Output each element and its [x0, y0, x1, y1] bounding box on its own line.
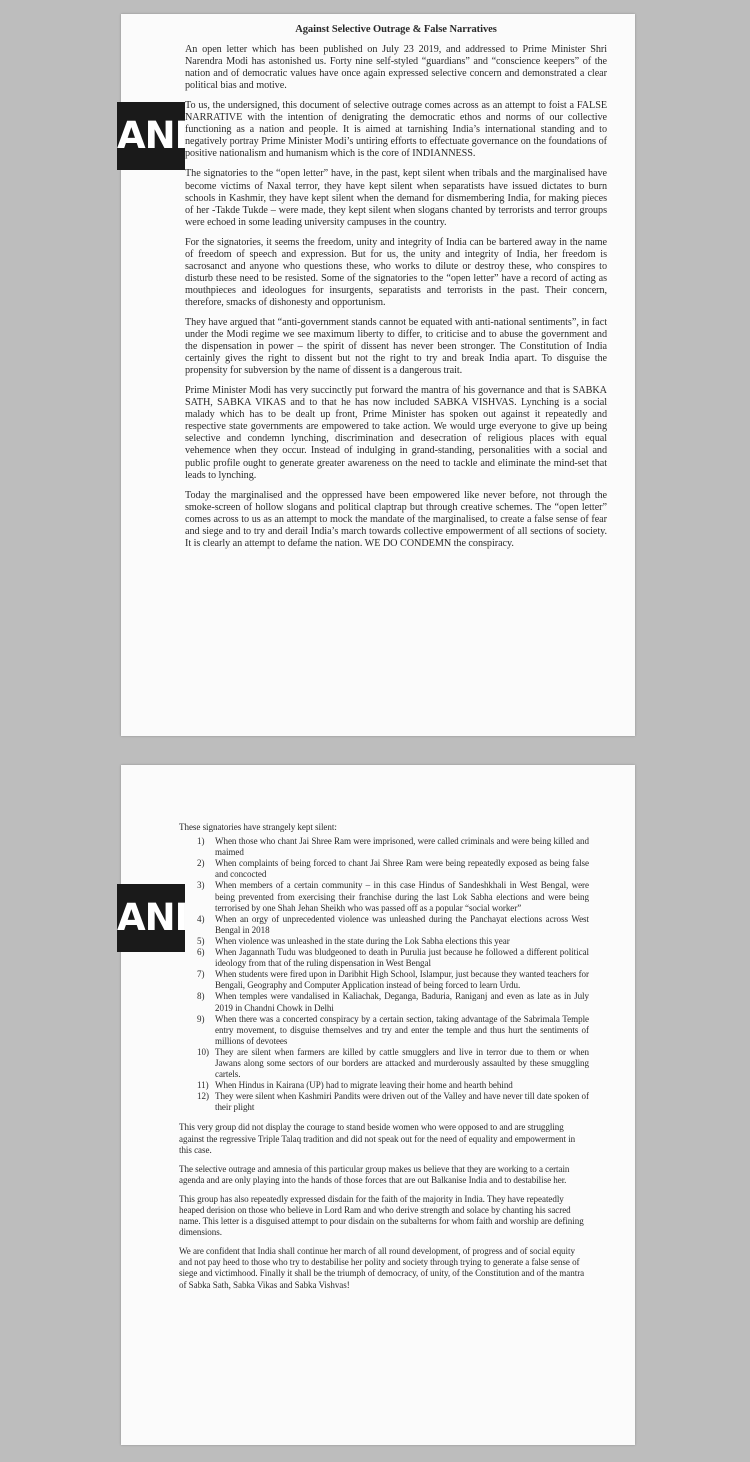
paragraph: They have argued that “anti-government stands cannot be equated with anti-national sentiments”, in fact under the Modi regime we see maximum liberty to differ, to criticise and to abuse the government and the dispensation in power – the spirit of dissent has never been stronger. The Constitution of India certainly gives the right to dissent but not the right to try and break India apart. To disguise the propensity for subversion by the name of dissent is a dangerous trait.: [185, 316, 607, 377]
list-number: 8): [197, 991, 205, 1002]
list-text: When those who chant Jai Shree Ram were imprisoned, were called criminals and were being killed and maimed: [215, 836, 589, 858]
ani-logo-watermark: ANI: [117, 102, 185, 170]
list-item: [197, 914, 589, 936]
list-item: [197, 880, 589, 913]
paragraph: We are confident that India shall continue her march of all round development, of progress and of social equity and not pay heed to those who try to destabilise her polity and society through trying to generate a false sense of siege and victimhood. Finally it shall be the triumph of democracy, of unity, of the Constitution and of the mantra of Sabka Sath, Sabka Vikas and Sabka Vishvas!: [179, 1246, 585, 1290]
list-text: When Jagannath Tudu was bludgeoned to death in Purulia just because he followed a different political ideology from that of the ruling dispensation in West Bengal: [215, 947, 589, 969]
list-text: When students were fired upon in Daribhit High School, Islampur, just because they wanted teachers for Bengali, Geography and Computer Application instead of being forced to learn Urdu.: [215, 969, 589, 991]
paragraph: For the signatories, it seems the freedom, unity and integrity of India can be bartered away in the name of freedom of speech and expression. But for us, the unity and integrity of India, her freedom is sacrosanct and anyone who questions these, who works to dilute or destroy these, who conspires to disturb these need to be resisted. Some of the signatories to the “open letter” have a record of acting as mouthpieces and ideologues for insurgents, separatists and terrorists in the past. Their concern, therefore, smacks of dishonesty and opportunism.: [185, 236, 607, 308]
list-number: 11): [197, 1080, 209, 1091]
list-text: They are silent when farmers are killed by cattle smugglers and live in terror due to them or when Jawans along some sectors of our borders are attacked and murderously assaulted by these smuggling cartels.: [215, 1046, 589, 1080]
document-title: Against Selective Outrage & False Narratives: [295, 24, 497, 35]
paragraph: Prime Minister Modi has very succinctly put forward the mantra of his governance and that is SABKA SATH, SABKA VIKAS and to that he has now included SABKA VISHVAS. Lynching is a social malady which has to be dealt up front, Prime Minister has spoken out against it repeatedly and respective state governments are empowered to take action. We would urge everyone to give up being selective and condemn lynching, discrimination and desecration of religious places with equal vehemence when they occur. Instead of indulging in grand-standing, personalities with a social and public profile ought to generate greater awareness on the need to tackle and eliminate the mind-set that leads to lynching.: [185, 385, 607, 481]
list-text: When violence was unleashed in the state during the Lok Sabha elections this year: [215, 935, 510, 946]
list-item: [197, 858, 589, 880]
list-item: [197, 836, 589, 858]
list-item: [197, 1091, 589, 1113]
list-number: 7): [197, 969, 205, 980]
list-text: When complaints of being forced to chant Jai Shree Ram were being repeatedly exposed as being false and concocted: [215, 858, 589, 880]
list-number: 10): [197, 1046, 209, 1057]
list-item: [197, 1080, 589, 1091]
list-number: 1): [197, 836, 205, 847]
list-intro: These signatories have strangely kept silent:: [179, 822, 337, 832]
paragraph: The signatories to the “open letter” have, in the past, kept silent when tribals and the marginalised have become victims of Naxal terror, they have kept silent when separatists have issued dictates to burn schools in Kashmir, they have kept silent when the demand for dismembering India, for making pieces of her -Takde Tukde – were made, they kept silent when slogans chanted by terrorists and terror groups were echoed in some leading university campuses in the country.: [185, 168, 607, 228]
list-text: When members of a certain community – in this case Hindus of Sandeshkhali in West Bengal, were being prevented from exercising their franchise during the last Lok Sabha elections and were being terrorised by one Shah Jehan Sheikh who was passed off as a popular “social worker”: [215, 880, 589, 913]
list-number: 5): [197, 935, 205, 946]
list-item: [197, 991, 589, 1013]
list-item: [197, 936, 589, 947]
list-number: 4): [197, 913, 205, 924]
paragraph: Today the marginalised and the oppressed have been empowered like never before, not through the smoke-screen of hollow slogans and political claptrap but through creative schemes. The “open letter” comes across to us as an attempt to mock the mandate of the marginalised, to create a false sense of fear and siege and to try and derail India’s march towards collective empowerment of all sections of society. It is clearly an attempt to defame the nation. WE DO CONDEMN the conspiracy.: [185, 489, 607, 549]
paragraph: This very group did not display the courage to stand beside women who were opposed to and are struggling against the regressive Triple Talaq tradition and did not speak out for the need of equality and empowerment in this case.: [179, 1122, 576, 1155]
list-number: 2): [197, 858, 205, 869]
paragraph: To us, the undersigned, this document of selective outrage comes across as an attempt to foist a FALSE NARRATIVE with the intention of denigrating the democratic ethos and norms of our collective functioning as a nation and people. It is aimed at tarnishing India’s international standing and to negatively portray Prime Minister Modi’s untiring efforts to effectuate governance on the foundations of positive nationalism and humanism which is the core of INDIANNESS.: [185, 100, 607, 160]
silence-list: [179, 836, 589, 1113]
list-number: 6): [197, 947, 205, 958]
document-page-2: [121, 765, 635, 1445]
list-text: When Hindus in Kairana (UP) had to migrate leaving their home and hearth behind: [215, 1080, 513, 1091]
list-item: [197, 1047, 589, 1080]
list-item: [197, 947, 589, 969]
list-item: [197, 969, 589, 991]
list-text: They were silent when Kashmiri Pandits were driven out of the Valley and have never till date spoken of their plight: [215, 1091, 589, 1113]
list-number: 12): [197, 1091, 209, 1102]
list-text: When temples were vandalised in Kaliachak, Deganga, Baduria, Raniganj and even as late as in July 2019 in Chandni Chowk in Delhi: [215, 991, 589, 1013]
paragraph: An open letter which has been published on July 23 2019, and addressed to Prime Minister Shri Narendra Modi has astonished us. Forty nine self-styled “guardians” and “conscience keepers” of the nation and of democratic values have once again expressed selective concern and demonstrated a clear political bias and motive.: [185, 44, 607, 92]
page-1-text: [185, 24, 607, 558]
list-item: [197, 1014, 589, 1047]
list-text: When there was a concerted conspiracy by a certain section, taking advantage of the Sabrimala Temple entry movement, to disguise themselves and try and enter the temple and thus hurt the sentiments of millions of devotees: [215, 1013, 589, 1046]
list-number: 3): [197, 880, 205, 891]
ani-logo-watermark: ANI: [117, 884, 185, 952]
page-2-text: [179, 822, 589, 1299]
document-page-1: [121, 14, 635, 736]
list-number: 9): [197, 1013, 205, 1024]
list-text: When an orgy of unprecedented violence was unleashed during the Panchayat elections across West Bengal in 2018: [215, 913, 589, 935]
paragraph: The selective outrage and amnesia of this particular group makes us believe that they are working to a certain agenda and are only playing into the hands of those forces that are out Balkanise India and to destabilise her.: [179, 1163, 570, 1185]
paragraph: This group has also repeatedly expressed disdain for the faith of the majority in India. They have repeatedly heaped derision on those who believe in Lord Ram and who derive strength and solace by chanting his sacred name. This letter is a disguised attempt to pour disdain on the subalterns for whom faith and worship are defining dimensions.: [179, 1193, 584, 1238]
